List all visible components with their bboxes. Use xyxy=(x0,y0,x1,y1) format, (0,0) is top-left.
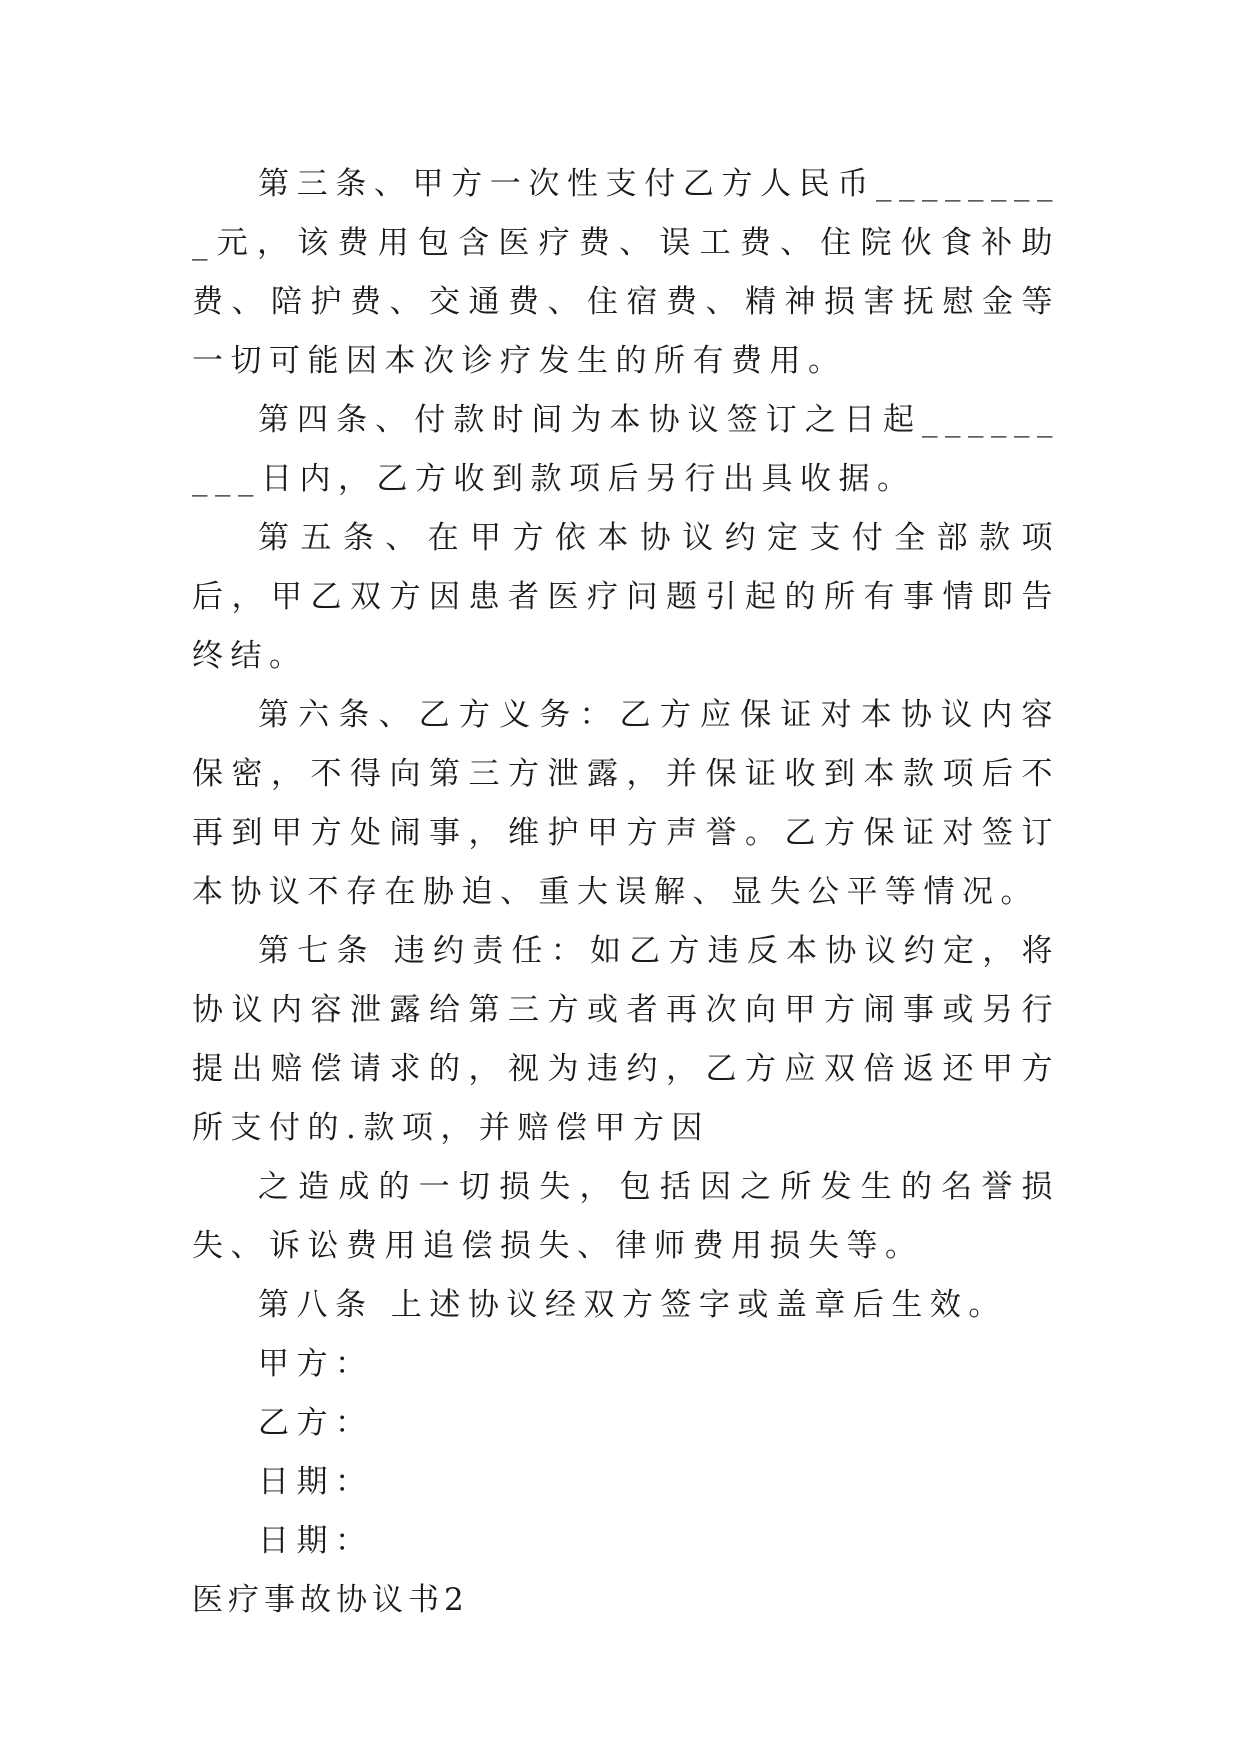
article-3-paragraph: 第三条、甲方一次性支付乙方人民币_________元，该费用包含医疗费、误工费、住院伙食补助费、陪护费、交通费、住宿费、精神损害抚慰金等一切可能因本次诊疗发生的所有费用。 xyxy=(192,166,1060,379)
article-5-paragraph: 第五条、在甲方依本协议约定支付全部款项后，甲乙双方因患者医疗问题引起的所有事情即告终结。 xyxy=(192,520,1060,674)
document-page xyxy=(192,155,1060,1630)
article-6-paragraph: 第六条、乙方义务：乙方应保证对本协议内容保密，不得向第三方泄露，并保证收到本款项后不再到甲方处闹事，维护甲方声誉。乙方保证对签订本协议不存在胁迫、重大误解、显失公平等情况。 xyxy=(192,697,1060,910)
article-4-paragraph: 第四条、付款时间为本协议签订之日起_________日内，乙方收到款项后另行出具收据。 xyxy=(192,402,1060,497)
date-label-2: 日期： xyxy=(258,1523,374,1559)
party-a-signature-label: 甲方： xyxy=(258,1346,374,1382)
party-b-signature-label: 乙方： xyxy=(258,1405,374,1441)
date-label-1: 日期： xyxy=(258,1464,374,1500)
article-8-line: 第八条 上述协议经双方签字或盖章后生效。 xyxy=(258,1287,1007,1323)
article-7-paragraph: 第七条 违约责任：如乙方违反本协议约定，将协议内容泄露给第三方或者再次向甲方闹事或另行提出赔偿请求的，视为违约，乙方应双倍返还甲方所支付的.款项，并赔偿甲方因 xyxy=(192,933,1060,1146)
article-7-continuation: 之造成的一切损失，包括因之所发生的名誉损失、诉讼费用追偿损失、律师费用损失等。 xyxy=(192,1169,1060,1264)
next-document-title: 医疗事故协议书2 xyxy=(192,1582,469,1618)
